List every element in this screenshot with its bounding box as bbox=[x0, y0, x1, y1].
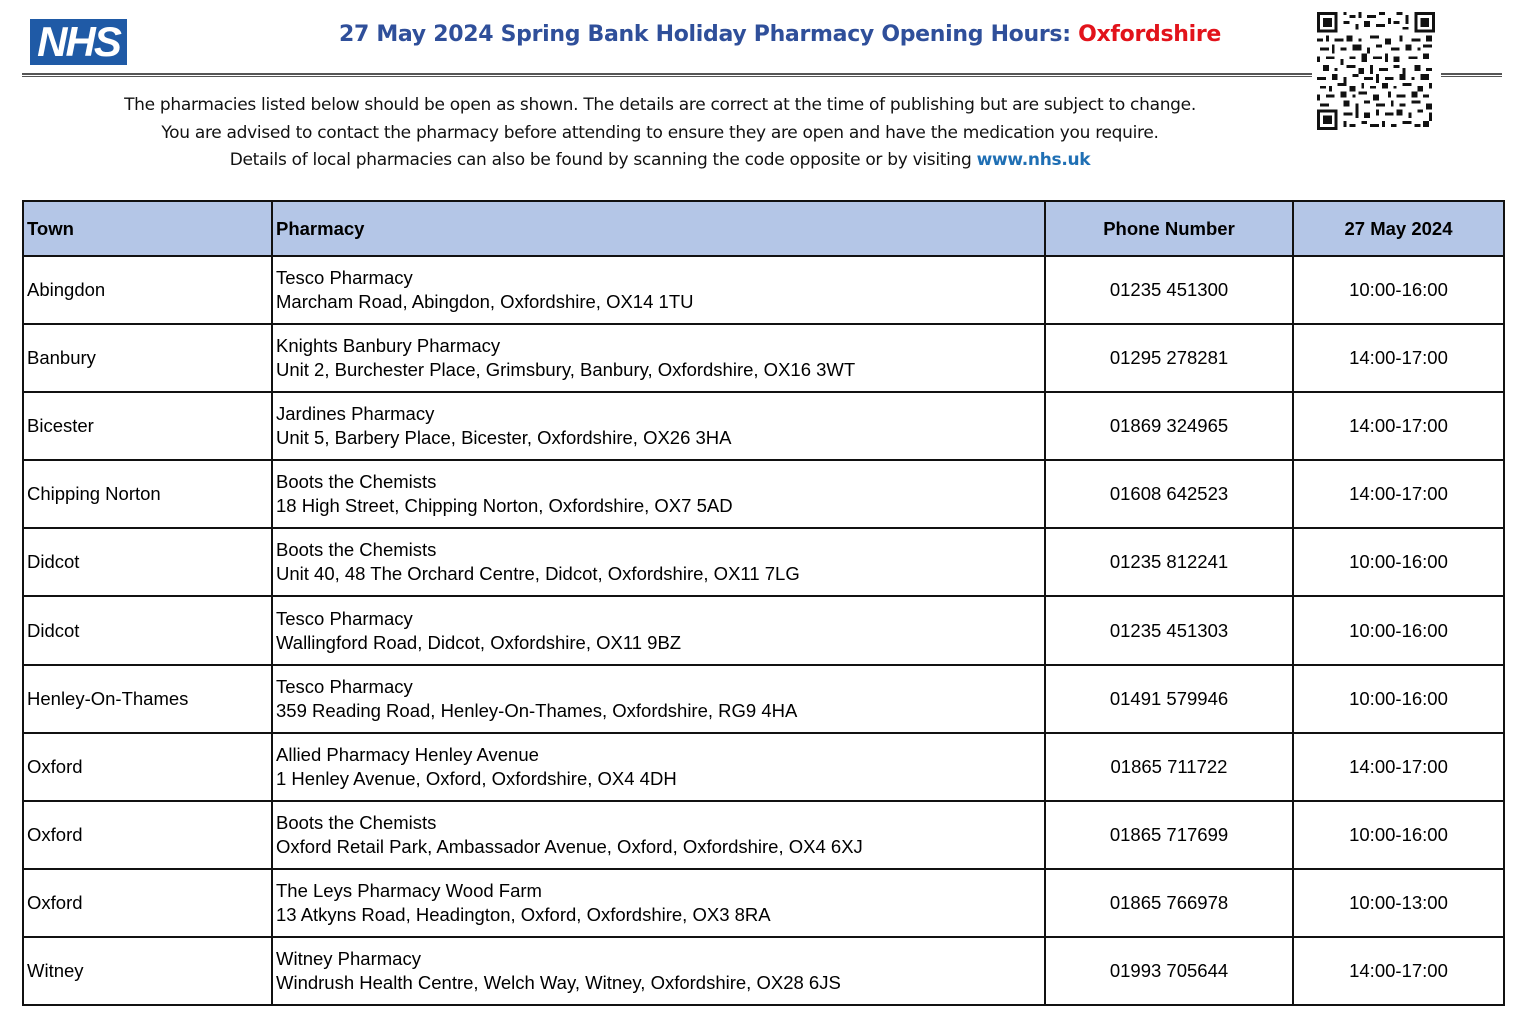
hours-cell: 14:00-17:00 bbox=[1293, 392, 1504, 460]
pharmacy-cell bbox=[272, 256, 1045, 324]
hours-cell: 10:00-13:00 bbox=[1293, 869, 1504, 937]
pharmacy-cell bbox=[272, 460, 1045, 528]
pharmacy-name: The Leys Pharmacy Wood Farm bbox=[276, 879, 542, 901]
pharmacy-name: Witney Pharmacy bbox=[276, 947, 421, 969]
pharmacy-table bbox=[22, 200, 1505, 1006]
pharmacy-address: Unit 40, 48 The Orchard Centre, Didcot, Oxfordshire, OX11 7LG bbox=[276, 563, 800, 585]
pharmacy-address: 13 Atkyns Road, Headington, Oxford, Oxfordshire, OX3 8RA bbox=[276, 903, 771, 925]
town-cell: Henley-On-Thames bbox=[23, 665, 272, 733]
intro-text bbox=[60, 92, 1260, 175]
table-row bbox=[23, 937, 1504, 1005]
phone-cell[interactable]: 01865 717699 bbox=[1045, 801, 1293, 869]
hours-cell: 14:00-17:00 bbox=[1293, 460, 1504, 528]
pharmacy-address: Unit 5, Barbery Place, Bicester, Oxfordshire, OX26 3HA bbox=[276, 427, 732, 449]
pharmacy-name: Knights Banbury Pharmacy bbox=[276, 335, 501, 357]
town-cell: Banbury bbox=[23, 324, 272, 392]
intro-line-3 bbox=[60, 147, 1260, 175]
pharmacy-cell bbox=[272, 665, 1045, 733]
pharmacy-cell bbox=[272, 596, 1045, 664]
pharmacy-cell bbox=[272, 324, 1045, 392]
pharmacy-address: 1 Henley Avenue, Oxford, Oxfordshire, OX4 4DH bbox=[276, 767, 677, 789]
pharmacy-address: Unit 2, Burchester Place, Grimsbury, Banbury, Oxfordshire, OX16 3WT bbox=[276, 359, 856, 381]
town-cell: Didcot bbox=[23, 528, 272, 596]
table-row bbox=[23, 869, 1504, 937]
hours-cell: 14:00-17:00 bbox=[1293, 733, 1504, 801]
town-cell: Oxford bbox=[23, 801, 272, 869]
town-cell: Oxford bbox=[23, 733, 272, 801]
table-row bbox=[23, 392, 1504, 460]
column-header-pharmacy: Pharmacy bbox=[272, 201, 1045, 256]
hours-cell: 10:00-16:00 bbox=[1293, 665, 1504, 733]
table-row bbox=[23, 665, 1504, 733]
hours-cell: 14:00-17:00 bbox=[1293, 324, 1504, 392]
table-row bbox=[23, 528, 1504, 596]
phone-cell[interactable]: 01235 812241 bbox=[1045, 528, 1293, 596]
phone-cell[interactable]: 01491 579946 bbox=[1045, 665, 1293, 733]
pharmacy-name: Allied Pharmacy Henley Avenue bbox=[276, 743, 539, 765]
town-cell: Didcot bbox=[23, 596, 272, 664]
title-main: 27 May 2024 Spring Bank Holiday Pharmacy Opening Hours: bbox=[338, 22, 1079, 47]
town-cell: Oxford bbox=[23, 869, 272, 937]
phone-cell[interactable]: 01865 766978 bbox=[1045, 869, 1293, 937]
phone-cell[interactable]: 01993 705644 bbox=[1045, 937, 1293, 1005]
pharmacy-name: Tesco Pharmacy bbox=[276, 267, 413, 289]
title-region: Oxfordshire bbox=[1078, 22, 1222, 47]
hours-cell: 10:00-16:00 bbox=[1293, 596, 1504, 664]
phone-cell[interactable]: 01235 451303 bbox=[1045, 596, 1293, 664]
table-row bbox=[23, 596, 1504, 664]
pharmacy-address: Oxford Retail Park, Ambassador Avenue, Oxford, Oxfordshire, OX4 6XJ bbox=[276, 835, 863, 857]
pharmacy-name: Tesco Pharmacy bbox=[276, 607, 413, 629]
pharmacy-name: Jardines Pharmacy bbox=[276, 403, 435, 425]
column-header-phone: Phone Number bbox=[1045, 201, 1293, 256]
pharmacy-name: Tesco Pharmacy bbox=[276, 675, 413, 697]
pharmacy-cell bbox=[272, 528, 1045, 596]
header-divider-left bbox=[22, 73, 1312, 77]
column-header-date: 27 May 2024 bbox=[1293, 201, 1504, 256]
pharmacy-cell bbox=[272, 869, 1045, 937]
town-cell: Bicester bbox=[23, 392, 272, 460]
pharmacy-cell bbox=[272, 733, 1045, 801]
table-header-row bbox=[23, 201, 1504, 256]
table-row bbox=[23, 256, 1504, 324]
intro-line-3-prefix: Details of local pharmacies can also be found by scanning the code opposite or by visiting bbox=[229, 150, 977, 170]
pharmacy-name: Boots the Chemists bbox=[276, 539, 437, 561]
table-row bbox=[23, 801, 1504, 869]
town-cell: Chipping Norton bbox=[23, 460, 272, 528]
pharmacy-name: Boots the Chemists bbox=[276, 471, 437, 493]
phone-cell[interactable]: 01869 324965 bbox=[1045, 392, 1293, 460]
phone-cell[interactable]: 01235 451300 bbox=[1045, 256, 1293, 324]
pharmacy-address: 359 Reading Road, Henley-On-Thames, Oxfordshire, RG9 4HA bbox=[276, 699, 798, 721]
pharmacy-address: Windrush Health Centre, Welch Way, Witney, Oxfordshire, OX28 6JS bbox=[276, 971, 841, 993]
pharmacy-address: Marcham Road, Abingdon, Oxfordshire, OX14 1TU bbox=[276, 291, 694, 313]
pharmacy-cell bbox=[272, 801, 1045, 869]
column-header-town: Town bbox=[23, 201, 272, 256]
phone-cell[interactable]: 01295 278281 bbox=[1045, 324, 1293, 392]
pharmacy-cell bbox=[272, 392, 1045, 460]
phone-cell[interactable]: 01608 642523 bbox=[1045, 460, 1293, 528]
qr-code-icon[interactable] bbox=[1316, 12, 1436, 130]
pharmacy-address: 18 High Street, Chipping Norton, Oxfordshire, OX7 5AD bbox=[276, 495, 733, 517]
intro-line-2: You are advised to contact the pharmacy before attending to ensure they are open and have the medication you require. bbox=[161, 122, 1159, 143]
town-cell: Abingdon bbox=[23, 256, 272, 324]
table-row bbox=[23, 460, 1504, 528]
hours-cell: 10:00-16:00 bbox=[1293, 801, 1504, 869]
page-title bbox=[300, 22, 1260, 47]
table-row bbox=[23, 733, 1504, 801]
nhs-logo: NHS bbox=[30, 19, 127, 65]
pharmacy-name: Boots the Chemists bbox=[276, 811, 437, 833]
phone-cell[interactable]: 01865 711722 bbox=[1045, 733, 1293, 801]
intro-line-1: The pharmacies listed below should be open as shown. The details are correct at the time of publishing but are subject to change. bbox=[124, 95, 1196, 115]
header-divider-right bbox=[1441, 73, 1502, 77]
hours-cell: 10:00-16:00 bbox=[1293, 256, 1504, 324]
table-row bbox=[23, 324, 1504, 392]
nhs-website-link[interactable]: www.nhs.uk bbox=[976, 150, 1091, 170]
town-cell: Witney bbox=[23, 937, 272, 1005]
hours-cell: 10:00-16:00 bbox=[1293, 528, 1504, 596]
pharmacy-cell bbox=[272, 937, 1045, 1005]
hours-cell: 14:00-17:00 bbox=[1293, 937, 1504, 1005]
pharmacy-address: Wallingford Road, Didcot, Oxfordshire, OX11 9BZ bbox=[276, 631, 682, 653]
